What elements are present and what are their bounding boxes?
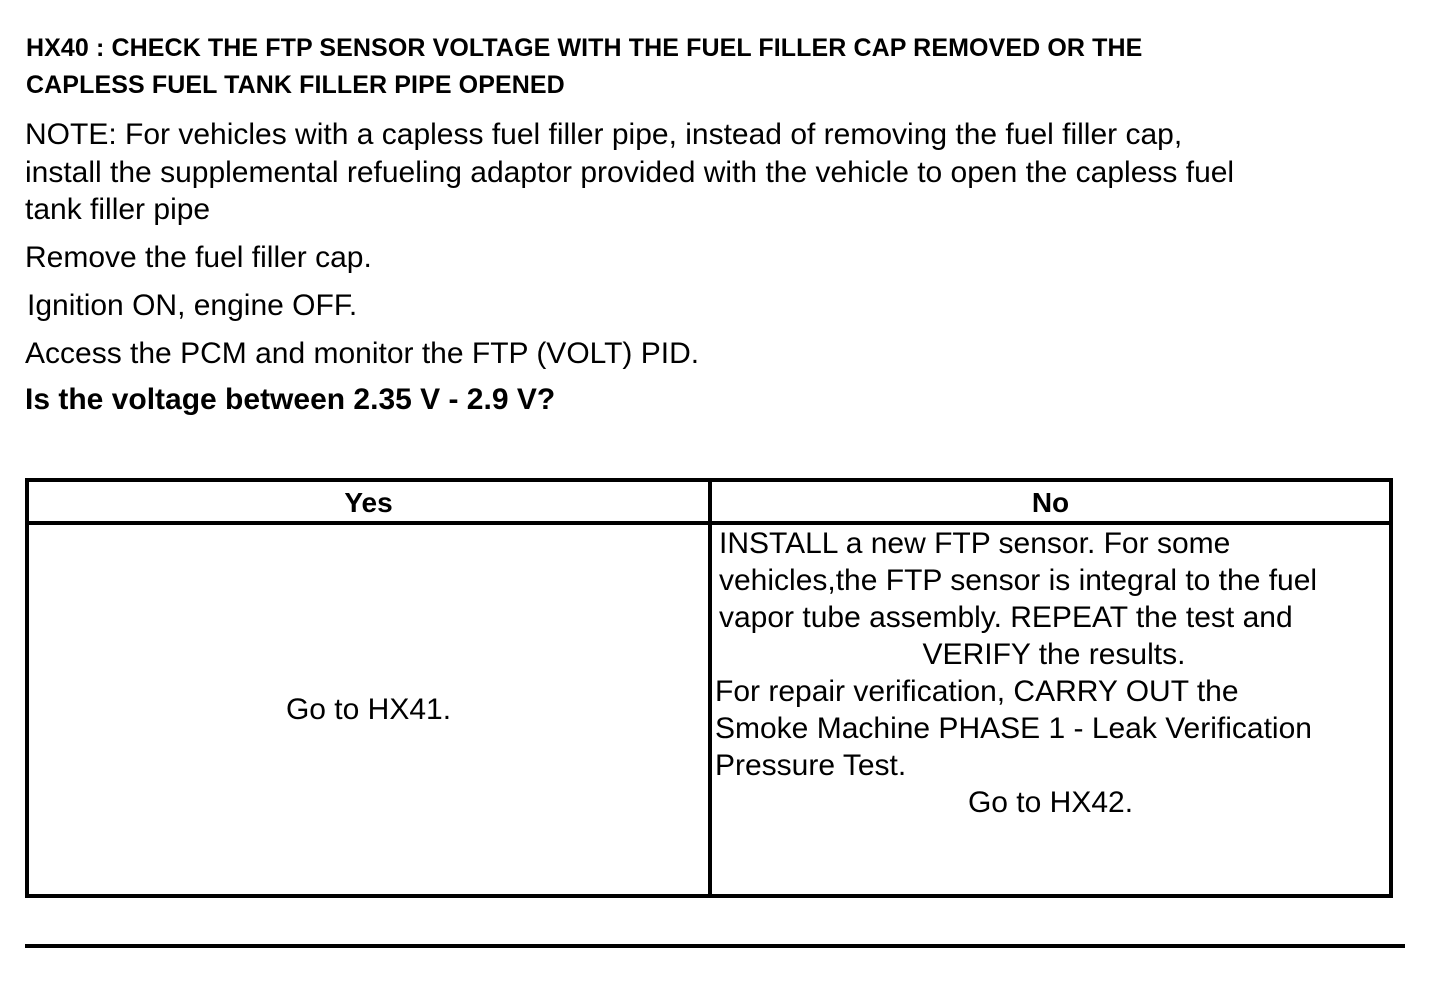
table-header-no: No [1031, 487, 1070, 518]
no-action-line-5: For repair verification, CARRY OUT the [715, 675, 1239, 708]
footer-divider [25, 944, 1405, 948]
instruction-remove-cap: Remove the fuel filler cap. [25, 241, 372, 274]
instruction-monitor-pid: Access the PCM and monitor the FTP (VOLT) PID. [25, 337, 700, 370]
instruction-ignition: Ignition ON, engine OFF. [27, 289, 358, 322]
no-action-verification-paragraph [712, 673, 1389, 784]
test-question: Is the voltage between 2.35 V - 2.9 V? [25, 383, 556, 416]
no-action-cell [712, 525, 1389, 821]
step-heading-line-2: CAPLESS FUEL TANK FILLER PIPE OPENED [26, 71, 565, 99]
no-action-install-paragraph [712, 525, 1389, 673]
no-action-goto: Go to HX42. [967, 786, 1134, 819]
step-heading [26, 30, 1326, 104]
step-heading-line-1: HX40 : CHECK THE FTP SENSOR VOLTAGE WITH THE FUEL FILLER CAP REMOVED OR THE [26, 34, 1143, 62]
no-action-line-6: Smoke Machine PHASE 1 - Leak Verification [715, 712, 1312, 745]
note-line-2: install the supplemental refueling adaptor provided with the vehicle to open the capless fuel [25, 155, 1235, 189]
note-paragraph [25, 116, 1395, 229]
no-action-line-3: vapor tube assembly. REPEAT the test and [719, 601, 1293, 634]
yes-action-text: Go to HX41. [285, 692, 452, 726]
no-action-line-2: vehicles,the FTP sensor is integral to the fuel [719, 564, 1318, 597]
table-header-yes: Yes [344, 487, 393, 518]
no-action-line-7: Pressure Test. [715, 749, 907, 782]
no-action-line-4: VERIFY the results. [922, 638, 1186, 671]
result-table [25, 478, 1393, 898]
no-action-line-1: INSTALL a new FTP sensor. For some [719, 527, 1231, 560]
yes-action-cell [29, 525, 708, 894]
note-line-1: NOTE: For vehicles with a capless fuel filler pipe, instead of removing the fuel filler cap, [25, 118, 1183, 151]
note-line-3: tank filler pipe [25, 193, 211, 226]
